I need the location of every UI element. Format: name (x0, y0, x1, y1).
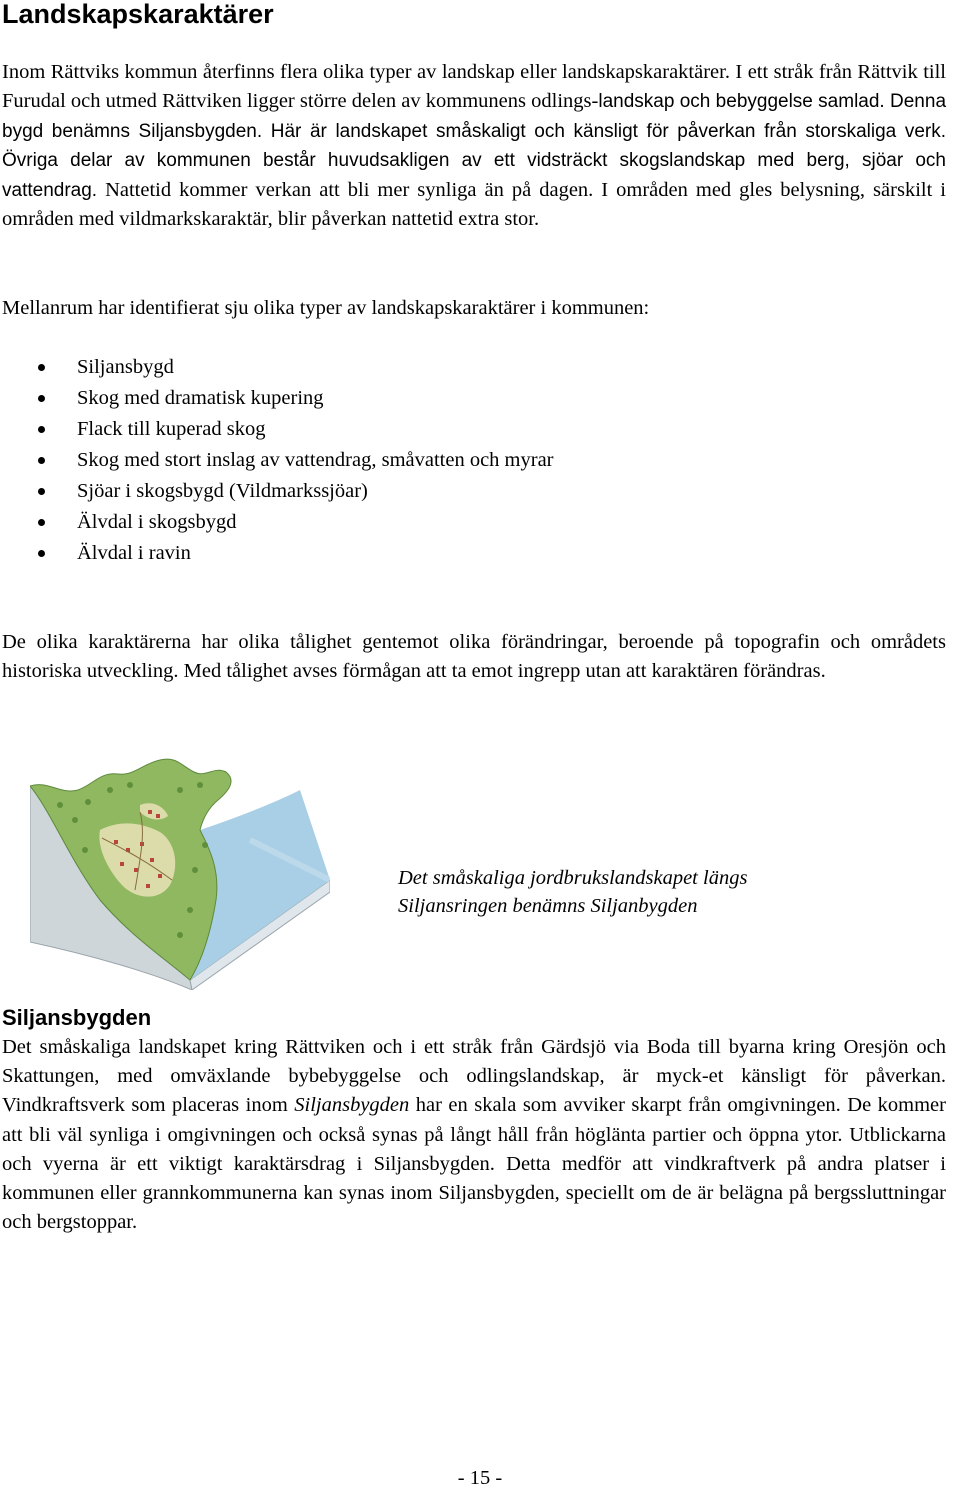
intro-text-1: Inom Rättviks kommun återfinns flera olika typer av landskap eller landskapskaraktärer. I ett stråk från Rättvik till Furudal och utmed Rättviken ligger större delen av kommunens odlings (2, 61, 946, 113)
intro-text-3: Nattetid kommer verkan att bli mer synliga än på dagen. I områden med gles belysning, särskilt i områden med vildmarkskaraktär, blir påverkan nattetid extra stor. (2, 178, 946, 231)
landscape-type-list (0, 352, 554, 569)
tolerance-paragraph: De olika karaktärerna har olika tålighet gentemot olika förändringar, beroende på topografin och områdets historiska utveckling. Med tålighet avses förmågan att ta emot ingrepp utan att karaktären förändras. (2, 631, 946, 683)
intro-text-2: landskap och bebyggelse samlad. Denna bygd benämns Siljansbygden. Här är landskapet småskaligt och känsligt för påverkan från storskaliga verk. Övriga delar av kommunen består huvudsakligen av ett vidsträckt skogslandskap med berg, sjöar och vattendrag. (2, 91, 947, 201)
section-paragraph: Det småskaliga landskapet kring Rättviken och i ett stråk från Gärdsjö via Boda till byarna kring Oresjön och Skattungen, med omväxlande bybebyggelse och odlingslandskap, är myck-et känsligt för påverkan. Vindkraftsverk som placeras inom Siljansbygden har en skala som avviker skarpt från omgivningen. De kommer att bli väl synliga i omgivningen och också synas på långt håll från höglänta partier och öppna ytor. Utblickarna och vyerna är ett viktigt karaktärsdrag i Siljansbygden. Detta medför att vindkraftverk på andra platser i kommunen eller grannkommunerna kan synas inom Siljansbygden, speciellt om de är belägna på bergssluttningar och bergstoppar. (2, 1036, 946, 1234)
intro-hyphen: - (591, 90, 599, 113)
landscape-block-diagram (30, 750, 330, 990)
bullet-icon (38, 519, 45, 526)
page-title: Landskapskaraktärer (2, 0, 274, 29)
bullet-icon (38, 457, 45, 464)
list-item: Skog med dramatisk kupering (0, 383, 554, 414)
bullet-icon (38, 550, 45, 557)
intro-paragraph (2, 58, 946, 234)
list-item: Skog med stort inslag av vattendrag, småvatten och myrar (0, 445, 554, 476)
section-heading: Siljansbygden (2, 1005, 152, 1030)
emphasis: Siljansbygden (294, 1094, 410, 1117)
bullet-icon (38, 426, 45, 433)
page-number: - 15 - (457, 1467, 503, 1489)
list-item: Älvdal i skogsbygd (0, 507, 554, 538)
landscape-illustration (30, 750, 330, 990)
list-item: Sjöar i skogsbygd (Vildmarkssjöar) (0, 476, 554, 507)
list-item: Flack till kuperad skog (0, 414, 554, 445)
list-item: Siljansbygd (0, 352, 554, 383)
types-intro: Mellanrum har identifierat sju olika typer av landskapskaraktärer i kommunen: (2, 297, 650, 319)
figure-caption: Det småskaliga jordbrukslandskapet längs Siljansringen benämns Siljanbygden (398, 867, 748, 917)
bullet-icon (38, 364, 45, 371)
bullet-icon (38, 395, 45, 402)
bullet-icon (38, 488, 45, 495)
list-item: Älvdal i ravin (0, 538, 554, 569)
